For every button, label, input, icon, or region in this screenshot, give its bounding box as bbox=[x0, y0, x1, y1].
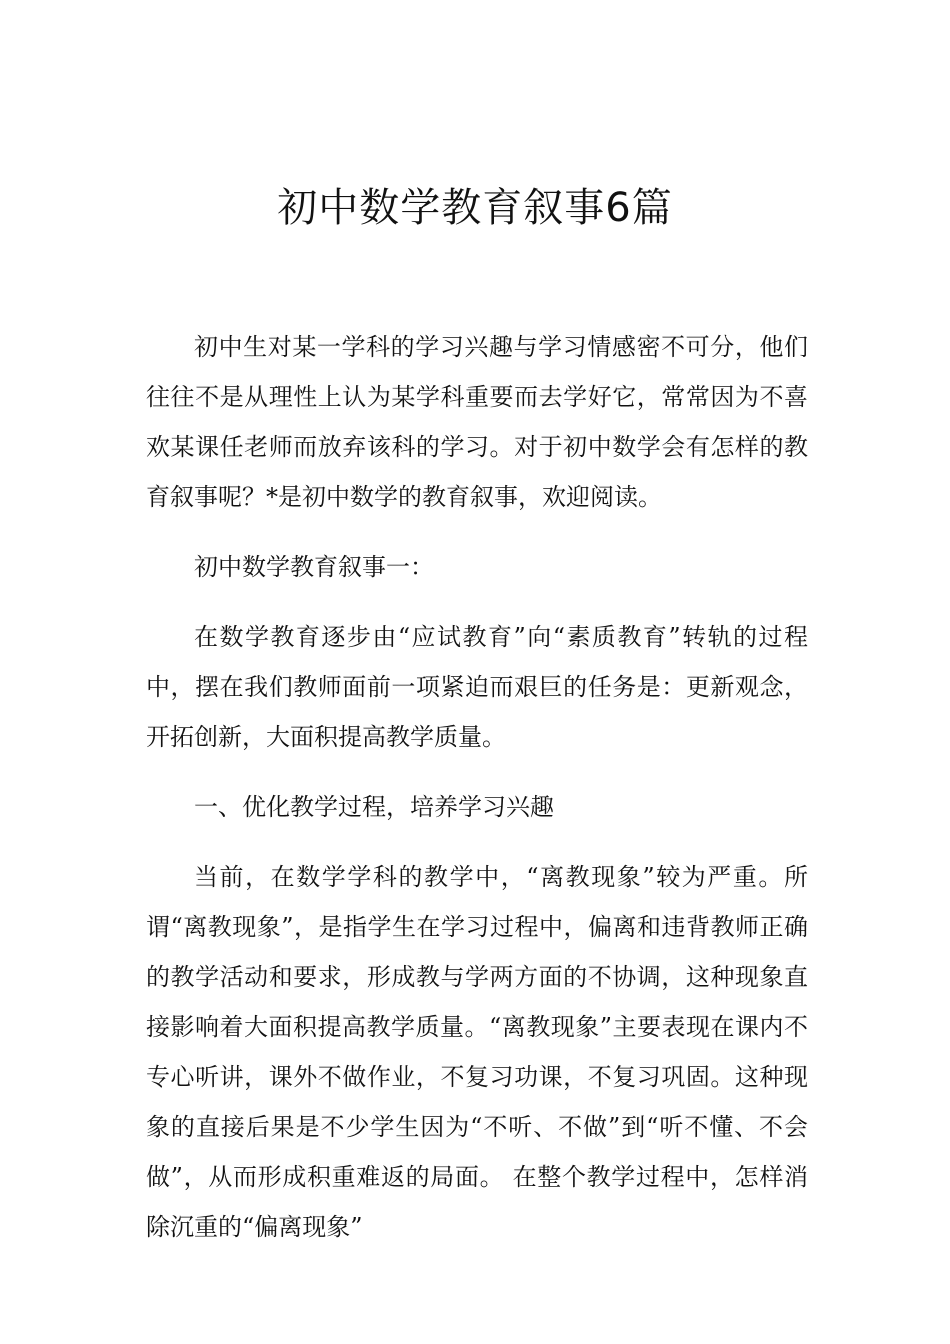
document-body bbox=[146, 322, 808, 1272]
body-paragraph: 当前，在数学学科的教学中，“离教现象”较为严重。所谓“离教现象”，是指学生在学习过程中，偏离和违背教师正确的教学活动和要求，形成教与学两方面的不协调，这种现象直接影响着大面积提高教学质量。“离教现象”主要表现在课内不专心听讲，课外不做作业，不复习功课，不复习巩固。这种现象的直接后果是不少学生因为“不听、不做”到“听不懂、不会做”，从而形成积重难返的局面。 在整个教学过程中，怎样消除沉重的“偏离现象” bbox=[146, 863, 808, 1241]
body-paragraph: 在数学教育逐步由“应试教育”向“素质教育”转轨的过程中，摆在我们教师面前一项紧迫而艰巨的任务是：更新观念，开拓创新，大面积提高教学质量。 bbox=[146, 623, 808, 751]
document-title: 初中数学教育叙事6篇 bbox=[277, 185, 673, 231]
intro-paragraph: 初中生对某一学科的学习兴趣与学习情感密不可分，他们往往不是从理性上认为某学科重要而去学好它，常常因为不喜欢某课任老师而放弃该科的学习。对于初中数学会有怎样的教育叙事呢？*是初中数学的教育叙事，欢迎阅读。 bbox=[146, 333, 808, 511]
subsection-heading: 一、优化教学过程，培养学习兴趣 bbox=[194, 793, 554, 821]
section-heading: 初中数学教育叙事一： bbox=[194, 553, 434, 581]
